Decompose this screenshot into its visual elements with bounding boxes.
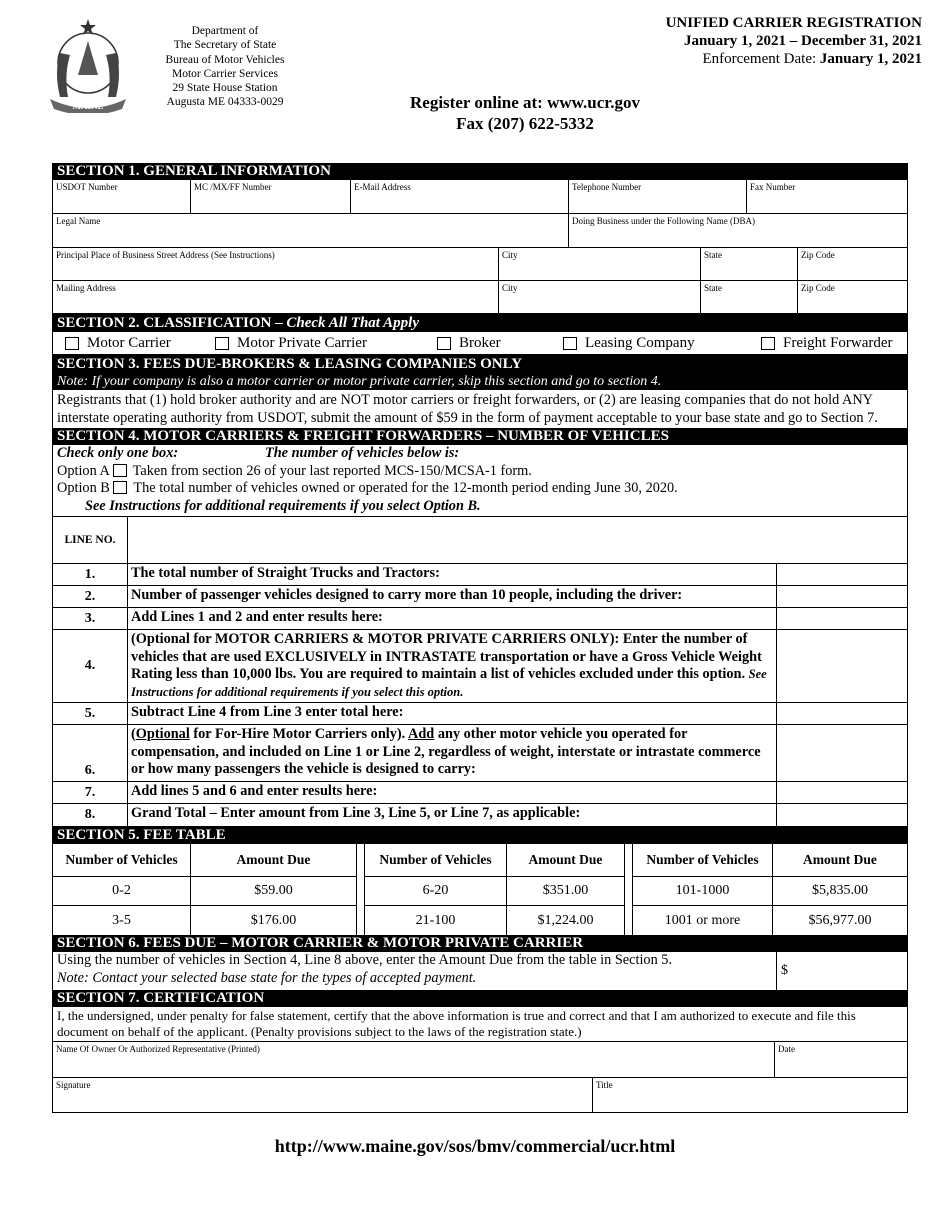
amount-due-field[interactable]: [777, 952, 907, 990]
line-3-input[interactable]: [777, 608, 907, 629]
line-4-input[interactable]: [777, 630, 907, 702]
fee-vehicles: 21-100: [415, 912, 456, 928]
line-text: Grand Total – Enter amount from Line 3, Line 5, or Line 7, as applicable:: [128, 804, 777, 826]
option-a-checkbox[interactable]: [113, 464, 127, 477]
section6-text: Using the number of vehicles in Section 4, Line 8 above, enter the Amount Due from the table in Section 5.: [57, 952, 673, 968]
dept-line: Bureau of Motor Vehicles: [165, 53, 285, 66]
checkbox[interactable]: [437, 337, 451, 350]
option-label: Freight Forwarder: [783, 334, 893, 351]
option-a-row: [53, 463, 907, 481]
line-text: Add lines 5 and 6 and enter results here:: [128, 782, 777, 803]
line-text: (Optional for For-Hire Motor Carriers only). Add any other motor vehicle you operated for compensation, and included on Line 1 or Line 2, regardless of weight, interstate or intrastate commerce or how many passengers the vehicle is designed to carry:: [128, 725, 777, 781]
fee-table: [53, 844, 907, 935]
option-label: Motor Private Carrier: [237, 334, 367, 351]
ucr-form: [52, 163, 908, 1113]
email-field[interactable]: E-Mail Address: [351, 180, 569, 213]
checkbox[interactable]: [563, 337, 577, 350]
classification-options: [53, 332, 907, 355]
register-online: [350, 92, 700, 134]
section3-note: Note: If your company is also a motor carrier or motor private carrier, skip this section and go to section 4.: [53, 373, 907, 390]
footer-url[interactable]: http://www.maine.gov/sos/bmv/commercial/ucr.html: [274, 1136, 676, 1156]
line-4-italic: See Instructions for additional requirements if you select this option.: [131, 667, 767, 699]
option-b-instructions: See Instructions for additional requirements if you select Option B.: [85, 497, 481, 514]
section4-check-line: [53, 445, 907, 463]
option-motor-private-carrier[interactable]: [215, 335, 437, 352]
option-motor-carrier[interactable]: [65, 335, 215, 352]
line-6-optional: Optional: [135, 726, 190, 742]
dept-line: Augusta ME 04333-0029: [166, 96, 284, 109]
principal-city-field[interactable]: City: [499, 248, 701, 280]
mc-number-field[interactable]: MC /MX/FF Number: [191, 180, 351, 213]
legal-name-field[interactable]: Legal Name: [53, 214, 569, 247]
ucr-period: January 1, 2021 – December 31, 2021: [683, 33, 922, 49]
vehicle-lines: [53, 516, 907, 826]
line-text: The total number of Straight Trucks and Tractors:: [128, 564, 777, 585]
option-a-label: Option A: [57, 462, 110, 479]
option-label: Motor Carrier: [87, 334, 171, 351]
option-b-row: [53, 480, 907, 498]
mailing-zip-field[interactable]: Zip Code: [801, 283, 835, 293]
fee-vehicles: 0-2: [53, 877, 190, 906]
section2-title-italic: Check All That Apply: [286, 315, 420, 331]
line-5-input[interactable]: [777, 703, 907, 724]
option-label: Broker: [459, 334, 501, 351]
checkbox[interactable]: [215, 337, 229, 350]
line-number: 6.: [53, 725, 128, 781]
department-address: [150, 24, 300, 110]
dept-line: The Secretary of State: [173, 39, 277, 52]
check-only-one: Check only one box:: [57, 445, 179, 461]
enforcement-value: January 1, 2021: [819, 51, 922, 67]
section3-title: SECTION 3. FEES DUE-BROKERS & LEASING COMPANIES ONLY: [53, 355, 907, 373]
register-online-text: Register online at: www.ucr.gov: [410, 93, 640, 112]
line-number: 8.: [53, 804, 128, 826]
dba-field[interactable]: Doing Business under the Following Name (DBA): [572, 216, 755, 226]
line-number: 7.: [53, 782, 128, 803]
usdot-field[interactable]: USDOT Number: [53, 180, 191, 213]
col-amount: Amount Due: [507, 844, 624, 877]
line-6-add: Add: [408, 726, 435, 742]
fee-vehicles: 1001 or more: [664, 912, 741, 928]
dept-line: Motor Carrier Services: [171, 67, 279, 80]
section6-note: Note: Contact your selected base state for the types of accepted payment.: [57, 969, 477, 986]
line-text: Number of passenger vehicles designed to carry more than 10 people, including the driver:: [128, 586, 777, 607]
checkbox[interactable]: [65, 337, 79, 350]
section1-title: SECTION 1. GENERAL INFORMATION: [53, 163, 907, 180]
line-text: Add Lines 1 and 2 and enter results here:: [128, 608, 777, 629]
fax-field[interactable]: Fax Number: [750, 182, 796, 192]
line-6-input[interactable]: [777, 725, 907, 781]
col-amount: Amount Due: [191, 844, 356, 877]
option-label: Leasing Company: [585, 334, 695, 351]
section2-title-text: SECTION 2. CLASSIFICATION –: [57, 315, 287, 331]
line-6-rest: any other motor vehicle you operated for compensation, and included on Line 1 or Line 2, regardless of weight, interstate or intrastate commerce or how many passengers the vehicle is designed to carry:: [131, 726, 761, 777]
maine-state-seal: [40, 17, 136, 113]
option-freight-forwarder[interactable]: [761, 335, 893, 352]
enforcement-label: Enforcement Date:: [702, 51, 820, 67]
date-field[interactable]: Date: [778, 1044, 795, 1054]
mailing-state-field[interactable]: State: [701, 281, 798, 313]
line-number: 2.: [53, 586, 128, 607]
principal-address-field[interactable]: Principal Place of Business Street Address (See Instructions): [53, 248, 499, 280]
mailing-city-field[interactable]: City: [499, 281, 701, 313]
option-b-text: The total number of vehicles owned or operated for the 12-month period ending June 30, 2020.: [133, 480, 678, 496]
line-no-header: LINE NO.: [53, 517, 128, 563]
certification-text: I, the undersigned, under penalty for false statement, certify that the above information is true and correct and that I am authorized to execute and file this document on behalf of the applicant. (Penalty provisions subject to the laws of the registration state.): [53, 1007, 907, 1042]
section3-body: Registrants that (1) hold broker authority and are NOT motor carriers or freight forwarders, or (2) are leasing companies that do not hold ANY interstate operating authority from USDOT, submit the amount of $59 in the form of payment acceptable to your base state and go to Section 7.: [57, 392, 878, 426]
section4-title: SECTION 4. MOTOR CARRIERS & FREIGHT FORWARDERS – NUMBER OF VEHICLES: [53, 428, 907, 445]
line-8-input[interactable]: [777, 804, 907, 826]
checkbox[interactable]: [761, 337, 775, 350]
option-b-label: Option B: [57, 480, 110, 496]
fee-vehicles: 6-20: [365, 877, 506, 906]
line-6-mid: for For-Hire Motor Carriers only).: [189, 726, 409, 742]
col-vehicles: Number of Vehicles: [365, 844, 506, 877]
fee-amount: $5,835.00: [773, 877, 907, 906]
fee-vehicles: 101-1000: [633, 877, 772, 906]
signature-field[interactable]: Signature: [53, 1078, 593, 1112]
line-7-input[interactable]: [777, 782, 907, 803]
section6-body: [53, 952, 907, 990]
ucr-title: UNIFIED CARRIER REGISTRATION: [665, 15, 922, 31]
ucr-header: [666, 14, 922, 68]
option-b-checkbox[interactable]: [113, 481, 127, 494]
section6-title: SECTION 6. FEES DUE – MOTOR CARRIER & MOTOR PRIVATE CARRIER: [53, 935, 907, 952]
dollar-sign: $: [781, 963, 788, 978]
option-a-text: Taken from section 26 of your last reported MCS-150/MCSA-1 form.: [132, 462, 532, 479]
line-4-text: (Optional for MOTOR CARRIERS & MOTOR PRIVATE CARRIERS ONLY): Enter the number of vehicles that are used EXCLUSIVELY in INTRASTATE transportation or have a Gross Vehicle Weight Rating less than 10,000 lbs. You are required to maintain a list of vehicles excluded under this option.: [131, 631, 762, 682]
number-below: The number of vehicles below is:: [265, 445, 460, 461]
svg-text:MAINE: MAINE: [72, 101, 104, 111]
printed-name-field[interactable]: Name Of Owner Or Authorized Representative (Printed): [53, 1042, 775, 1077]
fee-amount: $351.00: [507, 877, 624, 906]
section2-title: [53, 314, 907, 332]
fee-amount: $59.00: [191, 877, 356, 906]
dept-line: 29 State House Station: [172, 82, 278, 95]
line-number: 4.: [53, 630, 128, 702]
fee-amount: $1,224.00: [537, 912, 594, 928]
fee-amount: $176.00: [250, 912, 297, 928]
telephone-field[interactable]: Telephone Number: [569, 180, 747, 213]
mailing-address-field[interactable]: Mailing Address: [53, 281, 499, 313]
option-leasing-company[interactable]: [563, 335, 761, 352]
col-amount: Amount Due: [773, 844, 907, 877]
line-number: 3.: [53, 608, 128, 629]
line-1-input[interactable]: [777, 564, 907, 585]
fee-amount: $56,977.00: [808, 912, 872, 928]
principal-zip-field[interactable]: Zip Code: [801, 250, 835, 260]
fee-vehicles: 3-5: [112, 912, 131, 928]
line-text: Subtract Line 4 from Line 3 enter total here:: [128, 703, 777, 724]
col-vehicles: Number of Vehicles: [633, 844, 772, 877]
option-broker[interactable]: [437, 335, 563, 352]
principal-state-field[interactable]: State: [701, 248, 798, 280]
enforcement-date: [666, 50, 922, 68]
dept-line: Department of: [191, 25, 259, 37]
col-vehicles: Number of Vehicles: [53, 844, 190, 877]
line-text: [128, 630, 777, 702]
fax-number: Fax (207) 622-5332: [456, 114, 594, 133]
line-number: 5.: [53, 703, 128, 724]
title-field[interactable]: Title: [596, 1080, 613, 1090]
line-2-input[interactable]: [777, 586, 907, 607]
section5-title: SECTION 5. FEE TABLE: [53, 826, 907, 844]
line-number: 1.: [53, 564, 128, 585]
section7-title: SECTION 7. CERTIFICATION: [53, 990, 907, 1007]
